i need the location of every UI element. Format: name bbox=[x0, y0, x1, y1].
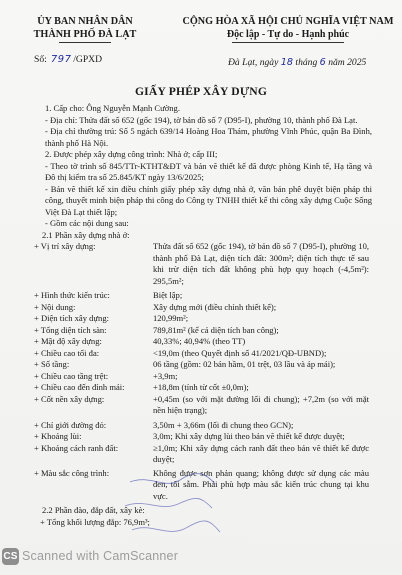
spec-row bbox=[34, 359, 372, 371]
date-pre: Đà Lạt, ngày bbox=[228, 57, 279, 68]
spec-label: + Chiều cao tầng trệt: bbox=[34, 370, 109, 381]
camscanner-watermark bbox=[2, 548, 178, 565]
spec-value: 3,50m + 3,66m (lối đi chung theo GCN); bbox=[153, 419, 294, 430]
spec-row bbox=[34, 336, 372, 348]
spec-row bbox=[34, 348, 372, 360]
permit-body bbox=[34, 103, 372, 528]
spec-value: 40,33%; 40,94% (theo TT) bbox=[153, 336, 246, 346]
date-post: năm 2025 bbox=[328, 57, 367, 68]
spec-value: ≥1,0m; Khi xây dựng cách ranh đất theo bản vẽ thiết kế được duyệt; bbox=[153, 442, 369, 464]
spec-value: 789,81m² (kể cả diện tích ban công); bbox=[153, 324, 279, 335]
spec-row bbox=[34, 420, 372, 432]
section-2-design: - Bản vẽ thiết kế xin điều chỉnh giấy phép xây dựng nhà ở, văn bản phê duyệt biện pháp thi công, thuyết minh biện pháp thi công do Công ty TNHH thiết kế thi công xây dựng Cuộc Sống Việt Đà Lạt thiết lập; bbox=[45, 183, 372, 217]
signature-scribble bbox=[120, 468, 350, 548]
spec-value: 06 tầng (gồm: 02 bán hầm, 01 trệt, 03 lầu và áp mái); bbox=[153, 359, 336, 369]
spec-row bbox=[34, 302, 372, 314]
document-title: GIẤY PHÉP XÂY DỰNG bbox=[134, 85, 268, 98]
date-month: 6 bbox=[319, 57, 326, 68]
spec-value: 3,0m; Khi xây dựng lùi theo bản vẽ thiết kế được duyệt; bbox=[153, 431, 345, 441]
spec-value: 120,99m²; bbox=[153, 313, 189, 323]
section-2-contents: - Gồm các nội dung sau: bbox=[45, 218, 129, 228]
spec-label: + Mật độ xây dựng: bbox=[34, 336, 102, 346]
date-mid: tháng bbox=[295, 57, 318, 68]
spec-label: + Tổng diện tích sàn: bbox=[34, 324, 107, 335]
spec-value: +3,9m; bbox=[153, 370, 178, 381]
section-2-1-heading: 2.1 Phần xây dựng nhà ở: bbox=[42, 229, 130, 240]
spec-label: + Khoảng cách ranh đất: bbox=[34, 442, 119, 453]
spec-value: Thửa đất số 652 (gốc 194), tờ bản đồ số 7 (D95-I), phường 10, thành phố Đà Lạt, diện tích đất: 300m²; diện tích thực tế sau khi trừ diện tích đất không phù hợp quy hoạch (-4,5m²): 295,5m²; bbox=[153, 241, 369, 286]
issuer-line2: THÀNH PHỐ ĐÀ LẠT bbox=[33, 28, 137, 40]
section-2-2-heading: 2.2 Phần đào, đắp đất, xây kè: bbox=[42, 505, 145, 515]
docno-prefix: Số: bbox=[34, 54, 47, 65]
spec-row bbox=[34, 443, 372, 466]
spec-label: + Nội dung: bbox=[34, 301, 76, 312]
section-1-grantee: 1. Cấp cho: Ông Nguyễn Mạnh Cường. bbox=[45, 103, 180, 113]
spec-value: Xây dựng mới (điều chỉnh thiết kế); bbox=[153, 301, 277, 312]
spec-label: + Cốt nền xây dựng: bbox=[34, 393, 105, 404]
issuer-underline bbox=[59, 42, 111, 43]
spec-row bbox=[34, 382, 372, 394]
spec-value: Biệt lập; bbox=[153, 290, 183, 300]
spec-label: + Chỉ giới đường đỏ: bbox=[34, 419, 107, 430]
spec-label: + Chiều cao tối đa: bbox=[34, 347, 100, 358]
section-2-heading: 2. Được phép xây dựng công trình: Nhà ở; cấp III; bbox=[45, 149, 218, 159]
spec-label: + Số tầng: bbox=[34, 359, 70, 369]
spec-value: +0,45m (so với mặt đường lối đi chung); +7,2m (so với mặt nền hiện trạng); bbox=[153, 393, 369, 415]
issuer-header bbox=[10, 16, 160, 43]
spec-label: + Hình thức kiến trúc: bbox=[34, 290, 110, 300]
spec-value: Không được sơn phản quang; không được sử dụng các màu đen, tối sẫm. Phải phù hợp màu sắc kiến trúc chung tại khu vực. bbox=[153, 467, 369, 501]
spec-row bbox=[34, 431, 372, 443]
section-1-address: - Địa chỉ: Thửa đất số 652 (gốc 194), tờ bản đồ số 7 (D95-I), phường 10, thành phố Đà Lạt. bbox=[45, 114, 358, 125]
date-day: 18 bbox=[280, 57, 293, 68]
spec-label: + Vị trí xây dựng: bbox=[34, 241, 96, 251]
section-1-residence: - Địa chỉ thường trú: Số 5 ngách 639/14 Hoàng Hoa Thám, phường Vĩnh Phúc, quận Ba Đình, thành phố Hà Nội. bbox=[45, 126, 372, 148]
spec-label: + Diện tích xây dựng: bbox=[34, 313, 109, 323]
camscanner-logo-icon: CS bbox=[2, 548, 19, 565]
issue-date bbox=[228, 57, 366, 68]
spec-label: + Khoảng lùi: bbox=[34, 431, 82, 441]
spec-label: + Chiều cao đến đỉnh mái: bbox=[34, 382, 125, 392]
camscanner-text: Scanned with CamScanner bbox=[22, 548, 179, 563]
docno-handwritten: 797 bbox=[50, 54, 72, 65]
spec-row bbox=[34, 325, 372, 337]
spec-label: + Màu sắc công trình: bbox=[34, 467, 110, 478]
national-motto: Độc lập - Tự do - Hạnh phúc bbox=[226, 28, 350, 40]
spec-row bbox=[34, 394, 372, 417]
section-2-2-fill: + Tổng khối lượng đắp: 76,9m³; bbox=[40, 516, 150, 527]
docno-suffix: /GPXD bbox=[73, 54, 103, 65]
spec-value: <19,0m (theo Quyết định số 41/2021/QĐ-UBND); bbox=[153, 347, 327, 358]
spec-row bbox=[34, 241, 372, 287]
national-title: CỘNG HÒA XÃ HỘI CHỦ NGHĨA VIỆT NAM bbox=[182, 16, 394, 27]
spec-row bbox=[34, 290, 372, 302]
spec-row bbox=[34, 371, 372, 383]
issuer-line1: ỦY BAN NHÂN DÂN bbox=[37, 16, 133, 27]
motto-underline bbox=[232, 42, 344, 43]
spec-row bbox=[34, 313, 372, 325]
spec-value: +18,8m (tính từ cốt ±0,0m); bbox=[153, 382, 249, 392]
document-number bbox=[34, 54, 102, 65]
national-header bbox=[176, 16, 400, 43]
section-2-basis: - Theo tờ trình số 845/TTr-KTHT&ĐT và bản vẽ thiết kế đã được phòng Kinh tế, Hạ tầng và Đô thị kiểm tra số 25.845/KT ngày 13/6/2025; bbox=[45, 160, 372, 182]
